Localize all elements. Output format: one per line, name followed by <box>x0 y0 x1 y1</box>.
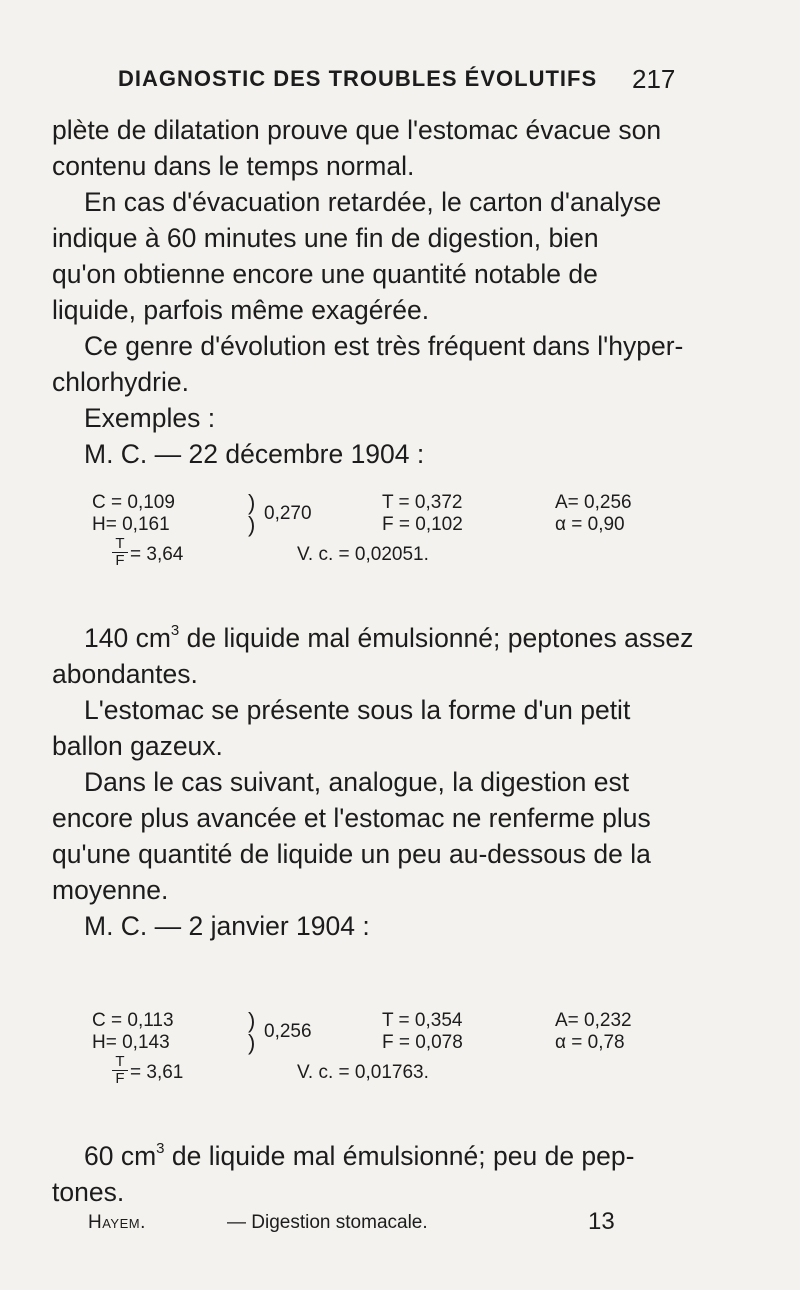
text-line: plète de dilatation prouve que l'estomac évacue son <box>52 115 662 145</box>
text-line: indique à 60 minutes une fin de digestion, bien <box>52 223 599 253</box>
fraction-denominator: F <box>115 1070 125 1087</box>
value-alpha: α = 0,90 <box>555 514 625 535</box>
fraction-denominator: F <box>115 552 125 569</box>
text-line: Dans le cas suivant, analogue, la digestion est <box>84 767 630 797</box>
superscript: 3 <box>170 622 180 640</box>
fraction-t-over-f <box>112 1054 128 1087</box>
text-line: moyenne. <box>52 875 169 905</box>
value-vc: V. c. = 0,02051. <box>297 544 429 565</box>
value-t: T = 0,354 <box>382 1010 463 1031</box>
page-number: 217 <box>632 64 676 94</box>
text-line: qu'on obtienne encore une quantité notable de <box>52 259 598 289</box>
brace: ) ) <box>248 1008 256 1055</box>
text-line: abondantes. <box>52 659 198 689</box>
value-f: F = 0,102 <box>382 514 463 535</box>
analysis-formula-2 <box>92 1010 672 1120</box>
text-line: contenu dans le temps normal. <box>52 151 415 181</box>
fraction-t-over-f <box>112 536 128 569</box>
text-line: qu'une quantité de liquide un peu au-dessous de la <box>52 839 651 869</box>
text-line: tones. <box>52 1177 125 1207</box>
text-line: En cas d'évacuation retardée, le carton d'analyse <box>84 187 662 217</box>
text-line <box>52 620 752 656</box>
value-c: C = 0,113 <box>92 1010 174 1031</box>
value-vc: V. c. = 0,01763. <box>297 1062 429 1083</box>
volume-value: 60 cm <box>84 1141 157 1171</box>
running-title: DIAGNOSTIC DES TROUBLES ÉVOLUTIFS <box>118 66 598 91</box>
text-line: encore plus avancée et l'estomac ne renferme plus <box>52 803 651 833</box>
value-t: T = 0,372 <box>382 492 463 513</box>
text-line: L'estomac se présente sous la forme d'un petit <box>84 695 631 725</box>
value-h: H= 0,161 <box>92 514 170 535</box>
text-line <box>52 1138 752 1174</box>
value-brace-sum: 0,270 <box>264 503 312 524</box>
value-brace-sum: 0,256 <box>264 1021 312 1042</box>
brace: ) ) <box>248 490 256 537</box>
superscript: 3 <box>156 1140 165 1158</box>
text-line-rest: de liquide mal émulsionné; peu de pep- <box>164 1141 635 1171</box>
page-footer <box>0 1208 800 1242</box>
text-line: M. C. — 2 janvier 1904 : <box>84 911 370 941</box>
value-ratio: = 3,61 <box>130 1062 184 1083</box>
value-f: F = 0,078 <box>382 1032 463 1053</box>
text-line: M. C. — 22 décembre 1904 : <box>84 439 425 469</box>
value-h: H= 0,143 <box>92 1032 170 1053</box>
value-ratio: = 3,64 <box>130 544 184 565</box>
volume-value: 140 cm <box>84 623 171 653</box>
paragraph-block-3 <box>52 1138 752 1210</box>
text-line: Ce genre d'évolution est très fréquent dans l'hyper- <box>84 331 684 361</box>
value-c: C = 0,109 <box>92 492 175 513</box>
text-line: liquide, parfois même exagérée. <box>52 295 430 325</box>
value-a: A= 0,232 <box>555 1010 632 1031</box>
text-line: ballon gazeux. <box>52 731 223 761</box>
fraction-numerator: T <box>112 536 128 553</box>
footer-title: — Digestion stomacale. <box>227 1212 428 1233</box>
analysis-formula-1 <box>92 492 672 602</box>
footer-author: Hayem. <box>88 1212 146 1233</box>
text-line-rest: de liquide mal émulsionné; peptones assez <box>179 623 694 653</box>
fraction-numerator: T <box>112 1054 128 1071</box>
paragraph-block-1 <box>52 112 752 472</box>
signature-mark: 13 <box>588 1208 615 1235</box>
value-a: A= 0,256 <box>555 492 632 513</box>
text-line: Exemples : <box>84 403 216 433</box>
paragraph-block-2 <box>52 620 752 944</box>
running-head <box>0 66 800 106</box>
text-line: chlorhydrie. <box>52 367 189 397</box>
value-alpha: α = 0,78 <box>555 1032 625 1053</box>
